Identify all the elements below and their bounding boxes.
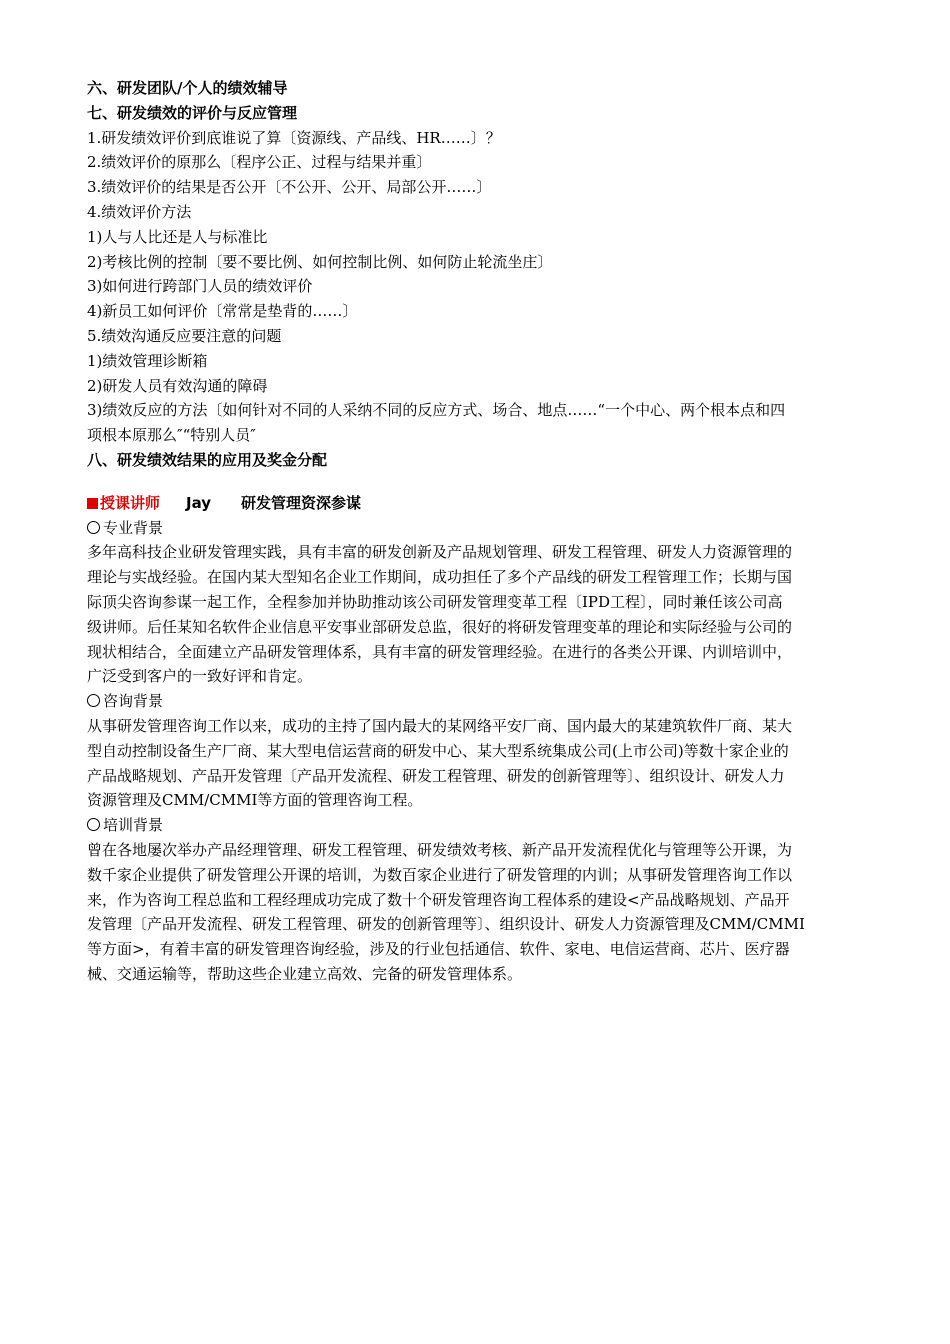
list-item: 1)绩效管理诊断箱 [87, 351, 208, 370]
circle-bullet-icon [87, 521, 100, 534]
list-item: 2.绩效评价的原那么〔程序公正、过程与结果并重〕 [87, 153, 432, 172]
section-consulting [87, 689, 877, 813]
paragraph-line: 曾在各地屡次举办产品经理管理、研发工程管理、研发绩效考核、新产品开发流程优化与管理等公开课，为 [87, 840, 793, 859]
paragraph-line: 从事研发管理咨询工作以来，成功的主持了国内最大的某网络平安厂商、国内最大的某建筑软件厂商、某大 [87, 716, 793, 735]
paragraph-line: 际顶尖咨询参谋一起工作，全程参加并协助推动该公司研发管理变革工程〔IPD工程〕，同时兼任该公司高 [87, 592, 783, 611]
list-item: 3.绩效评价的结果是否公开〔不公开、公开、局部公开……〕 [87, 178, 492, 197]
section-gap [87, 473, 877, 491]
list-item: 4)新员工如何评价〔常常是垫背的……〕 [87, 302, 358, 321]
outline-list [87, 126, 877, 448]
section-professional [87, 516, 877, 690]
section-heading: 专业背景 [87, 516, 877, 541]
paragraph-line: 来，作为咨询工程总监和工程经理成功完成了数十个研发管理咨询工程体系的建设<产品战略规划、产品开 [87, 890, 790, 909]
paragraph-line: 广泛受到客户的一致好评和肯定。 [87, 667, 313, 686]
list-item-continued: 项根本原那么″“特别人员″ [87, 426, 256, 445]
paragraph-line: 等方面>，有着丰富的研发管理咨询经验，涉及的行业包括通信、软件、家电、电信运营商、芯片、医疗器 [87, 940, 790, 959]
list-item: 1.研发绩效评价到底谁说了算〔资源线、产品线、HR……〕？ [87, 128, 501, 147]
teacher-label: 授课讲师 [100, 493, 161, 512]
section-heading: 咨询背景 [87, 689, 877, 714]
teacher-name: Jay [186, 493, 212, 512]
heading-seven: 七、研发绩效的评价与反应管理 [87, 103, 298, 122]
list-item: 1)人与人比还是人与标准比 [87, 227, 268, 246]
list-item: 3)如何进行跨部门人员的绩效评价 [87, 277, 313, 296]
heading-eight: 八、研发绩效结果的应用及奖金分配 [87, 450, 328, 469]
paragraph-line: 现状相结合，全面建立产品研发管理体系，具有丰富的研发管理经验。在进行的各类公开课、内训培训中， [87, 642, 793, 661]
list-item: 5.绩效沟通反应要注意的问题 [87, 326, 282, 345]
list-item: 4.绩效评价方法 [87, 202, 192, 221]
red-square-bullet-icon [87, 498, 98, 509]
paragraph-line: 资源管理及CMM/CMMI等方面的管理咨询工程。 [87, 791, 423, 810]
paragraph-line: 多年高科技企业研发管理实践，具有丰富的研发创新及产品规划管理、研发工程管理、研发人力资源管理的 [87, 543, 793, 562]
list-item: 2)研发人员有效沟通的障碍 [87, 376, 268, 395]
paragraph-line: 级讲师。后任某知名软件企业信息平安事业部研发总监，很好的将研发管理变革的理论和实际经验与公司的 [87, 617, 793, 636]
circle-bullet-icon [87, 694, 100, 707]
paragraph-line: 理论与实战经验。在国内某大型知名企业工作期间，成功担任了多个产品线的研发工程管理工作；长期与国 [87, 568, 793, 587]
paragraph-line: 数千家企业提供了研发管理公开课的培训，为数百家企业进行了研发管理的内训；从事研发管理咨询工作以 [87, 865, 793, 884]
circle-bullet-icon [87, 818, 100, 831]
paragraph-line: 械、交通运输等，帮助这些企业建立高效、完备的研发管理体系。 [87, 964, 523, 983]
section-training [87, 813, 877, 987]
document-page [87, 76, 877, 987]
teacher-line [87, 491, 877, 516]
paragraph-line: 发管理〔产品开发流程、研发工程管理、研发的创新管理等〕、组织设计、研发人力资源管理及CMM/CMMI [87, 915, 805, 934]
section-heading: 培训背景 [87, 813, 877, 838]
list-item: 3)绩效反应的方法〔如何针对不同的人采纳不同的反应方式、场合、地点……“一个中心、两个根本点和四 [87, 401, 786, 420]
paragraph-line: 型自动控制设备生产厂商、某大型电信运营商的研发中心、某大型系统集成公司(上市公司)等数十家企业的 [87, 741, 789, 760]
paragraph-line: 产品战略规划、产品开发管理〔产品开发流程、研发工程管理、研发的创新管理等〕、组织设计、研发人力 [87, 766, 785, 785]
list-item: 2)考核比例的控制〔要不要比例、如何控制比例、如何防止轮流坐庄〕 [87, 252, 553, 271]
teacher-title: 研发管理资深参谋 [241, 493, 362, 512]
heading-six: 六、研发团队/个人的绩效辅导 [87, 79, 288, 97]
